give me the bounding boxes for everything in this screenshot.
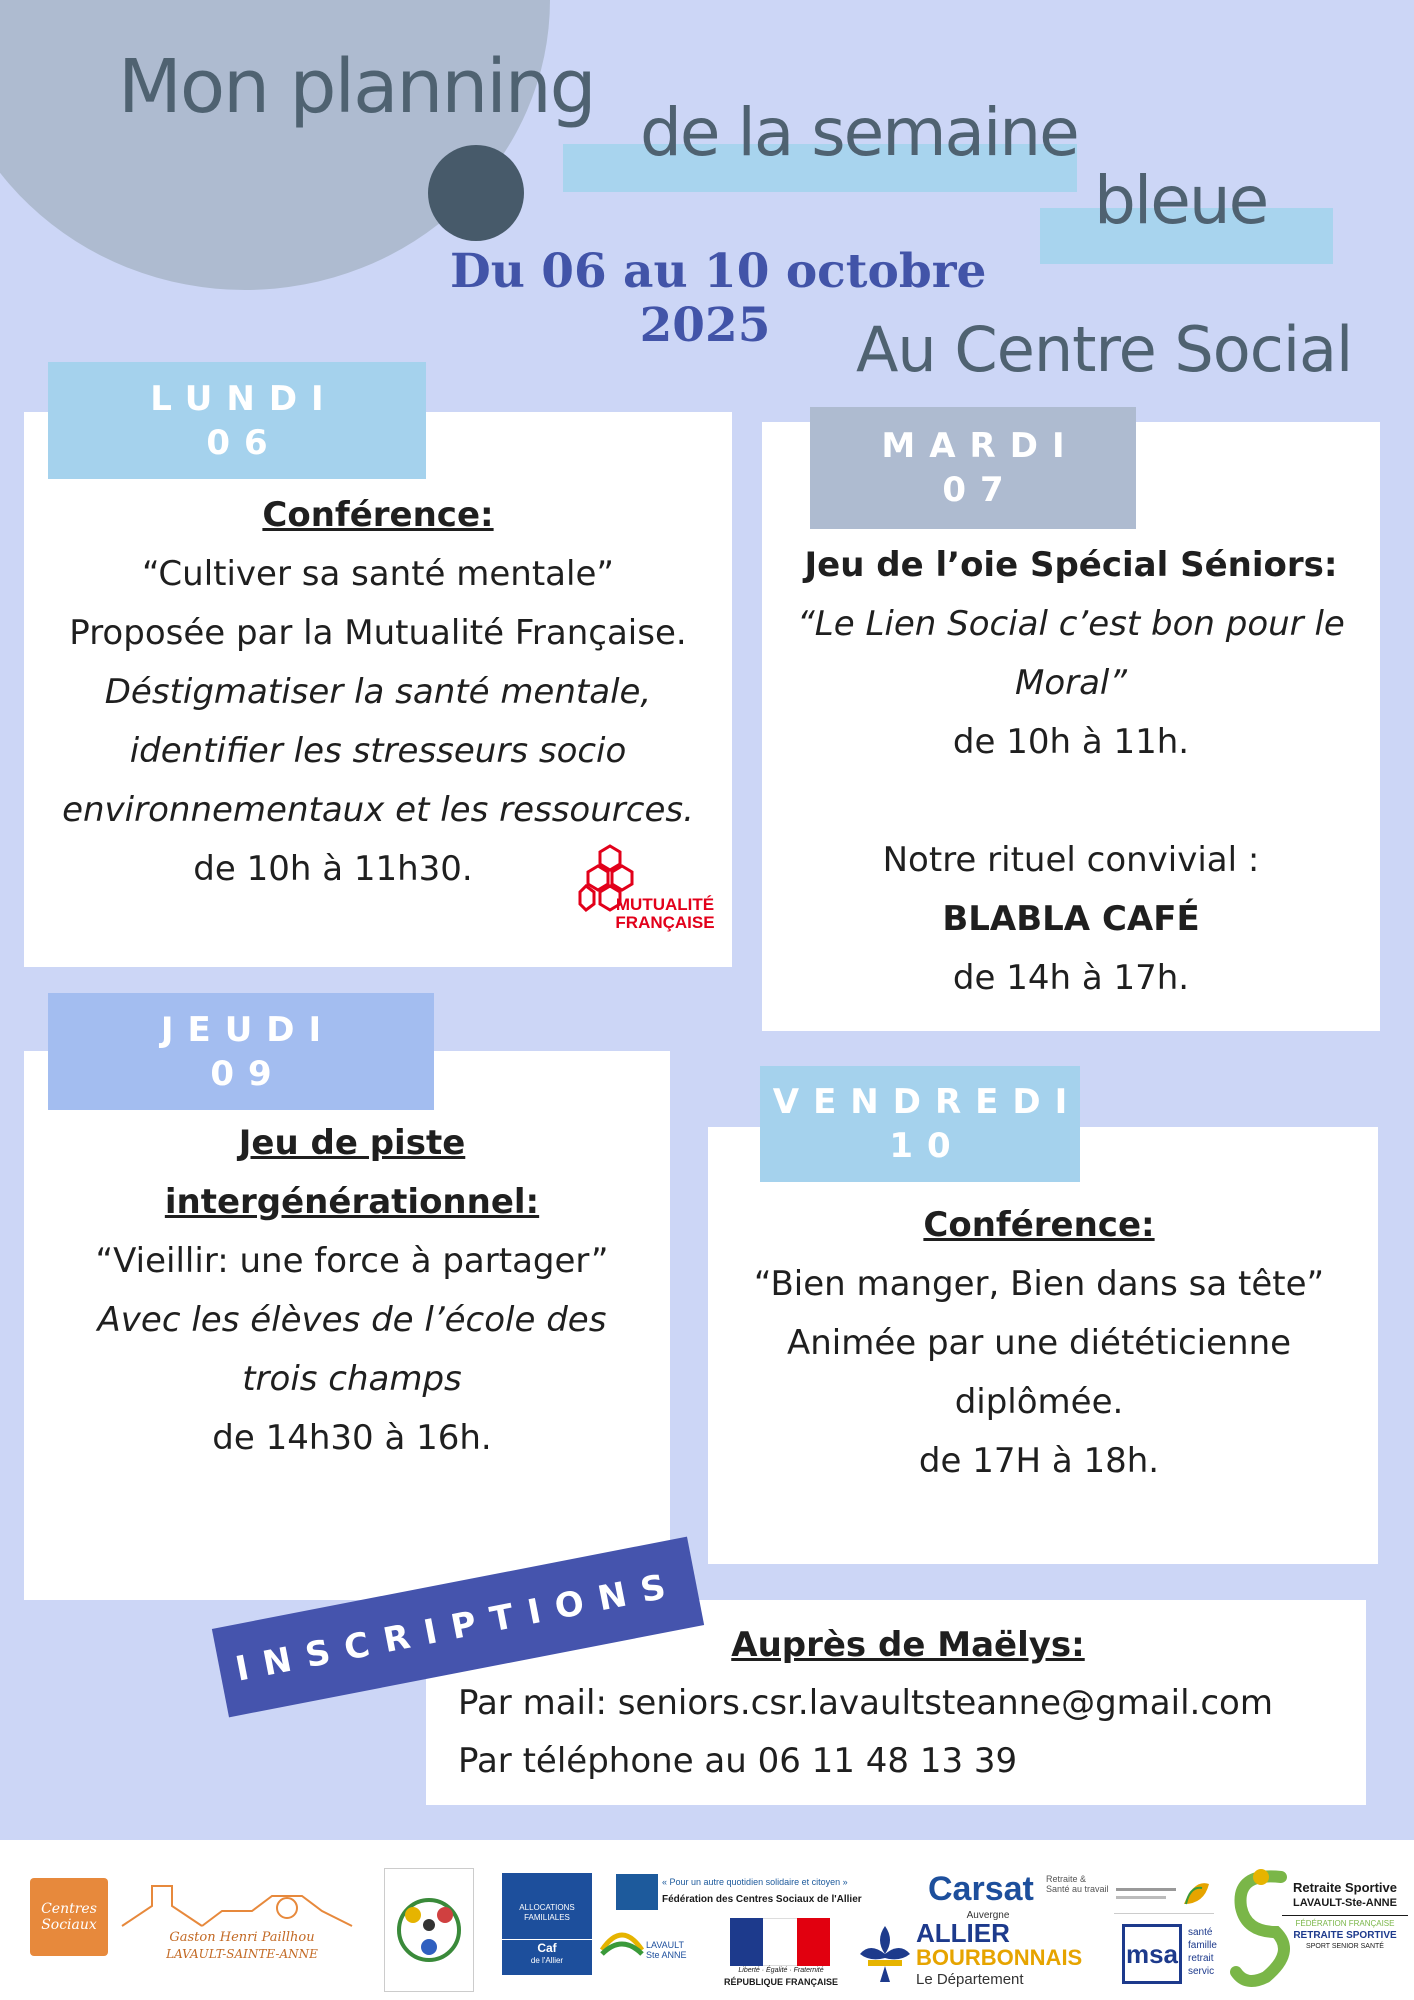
family-circle-icon [389,1885,469,1975]
federation-tagline: « Pour un autre quotidien solidaire et citoyen » [662,1877,848,1887]
federation-name: Fédération des Centres Sociaux de l'Allier [662,1894,862,1905]
centres-sociaux-logo [30,1878,108,1956]
monday-time: de 10h à 11h30. [193,849,473,889]
friday-content [708,1196,1370,1491]
title-line-3: bleue [1094,162,1268,239]
thursday-heading-2: intergénérationnel: [164,1182,540,1222]
tuesday-spacer [762,772,1380,831]
thursday-heading-1: Jeu de piste [238,1123,466,1163]
tuesday-heading: Jeu de l’oie Spécial Séniors: [804,545,1338,585]
republique-flag-icon [730,1918,830,1966]
title-line-2: de la semaine [640,94,1078,171]
lavault-logo-icon [598,1920,646,1960]
monday-heading: Conférence: [262,495,494,535]
thursday-label-day: JEUDI [160,1009,336,1050]
monday-italic-2: identifier les stresseurs socio [129,731,627,771]
friday-line-2: diplômée. [954,1382,1124,1422]
monday-quote: “Cultiver sa santé mentale” [142,554,614,594]
friday-label-day: VENDREDI [772,1082,1082,1122]
tuesday-italic-2: Moral” [1014,663,1127,703]
friday-line-1: Animée par une diététicienne [786,1323,1292,1363]
monday-italic-3: environnementaux et les ressources. [62,790,694,830]
tuesday-ritual-name: BLABLA CAFÉ [942,899,1200,939]
msa-logo: msa [1122,1924,1182,1984]
tuesday-label [810,407,1136,529]
tuesday-italic-1: “Le Lien Social c’est bon pour le [797,604,1345,644]
centres-sociaux-logo-text: Centres Sociaux [41,1901,97,1933]
carsat-region: Auvergne [966,1910,1010,1921]
date-line-2: 2025 [639,298,771,353]
monday-label [48,362,426,479]
inscriptions-mail[interactable]: Par mail: seniors.csr.lavaultsteanne@gmail.com [458,1683,1273,1723]
friday-time: de 17H à 18h. [918,1441,1160,1481]
regional-logo [1114,1874,1214,1914]
carsat-logo: Carsat [928,1870,1034,1908]
monday-line-1: Proposée par la Mutualité Française. [69,613,687,653]
thursday-quote: “Vieillir: une force à partager” [95,1241,609,1281]
carsat-tagline: Retraite & Santé au travail [1046,1874,1109,1894]
mutualite-logo-text: MUTUALITÉ FRANÇAISE [615,895,715,932]
monday-content [24,486,732,899]
thursday-label-num: 09 [210,1053,286,1094]
tuesday-ritual-time: de 14h à 17h. [952,958,1190,998]
thursday-italic-2: trois champs [242,1359,462,1399]
caf-logo-bottom: Caf de l'Allier [502,1939,592,1975]
monday-label-day: LUNDI [150,378,338,419]
location: Au Centre Social [856,313,1353,386]
federation-logo-square [616,1874,658,1910]
friday-heading: Conférence: [923,1205,1155,1245]
tuesday-content [762,536,1380,1008]
inscriptions-content [458,1616,1358,1790]
friday-label-num: 10 [889,1126,965,1166]
date-line-1: Du 06 au 10 octobre [450,244,987,299]
tuesday-label-day: MARDI [881,426,1079,466]
tuesday-time: de 10h à 11h. [952,722,1190,762]
gaston-logo-text: Gaston Henri Paillhou LAVAULT-SAINTE-ANNE [166,1930,318,1961]
friday-label [760,1066,1080,1182]
lavault-logo-text: LAVAULT Ste ANNE [646,1940,687,1960]
caf-logo: ALLOCATIONS FAMILIALES [502,1873,592,1939]
decorative-circle-dot [428,145,524,241]
thursday-time: de 14h30 à 16h. [212,1418,492,1458]
thursday-label [48,993,434,1110]
tuesday-ritual: Notre rituel convivial : [882,840,1260,880]
family-circle-logo [384,1868,474,1992]
friday-quote: “Bien manger, Bien dans sa tête” [753,1264,1325,1304]
msa-tagline: santé famille retrait servic [1188,1927,1217,1977]
inscriptions-heading: Auprès de Maëlys: [731,1625,1085,1665]
regional-leaf-icon [1114,1874,1214,1914]
fleur-de-lis-icon [850,1920,920,1990]
monday-label-num: 06 [206,422,282,463]
inscriptions-phone: Par téléphone au 06 11 48 13 39 [458,1741,1018,1781]
title-line-1: Mon planning [118,44,595,130]
retraite-sportive-text: Retraite Sportive LAVAULT-Ste-ANNE FÉDÉRATION FRANÇAISE RETRAITE SPORTIVE SPORT SENIOR SANTÉ [1282,1880,1408,1952]
tuesday-label-num: 07 [942,470,1018,510]
thursday-content [24,1114,680,1468]
monday-italic-1: Déstigmatiser la santé mentale, [104,672,652,712]
allier-logo-text: ALLIER BOURBONNAIS Le Département [916,1918,1083,1988]
inscriptions-banner: INSCRIPTIONS [212,1537,704,1718]
republique-text: Liberté · Égalité · Fraternité RÉPUBLIQUE FRANÇAISE [723,1967,838,1987]
thursday-italic-1: Avec les élèves de l’école des [97,1300,607,1340]
